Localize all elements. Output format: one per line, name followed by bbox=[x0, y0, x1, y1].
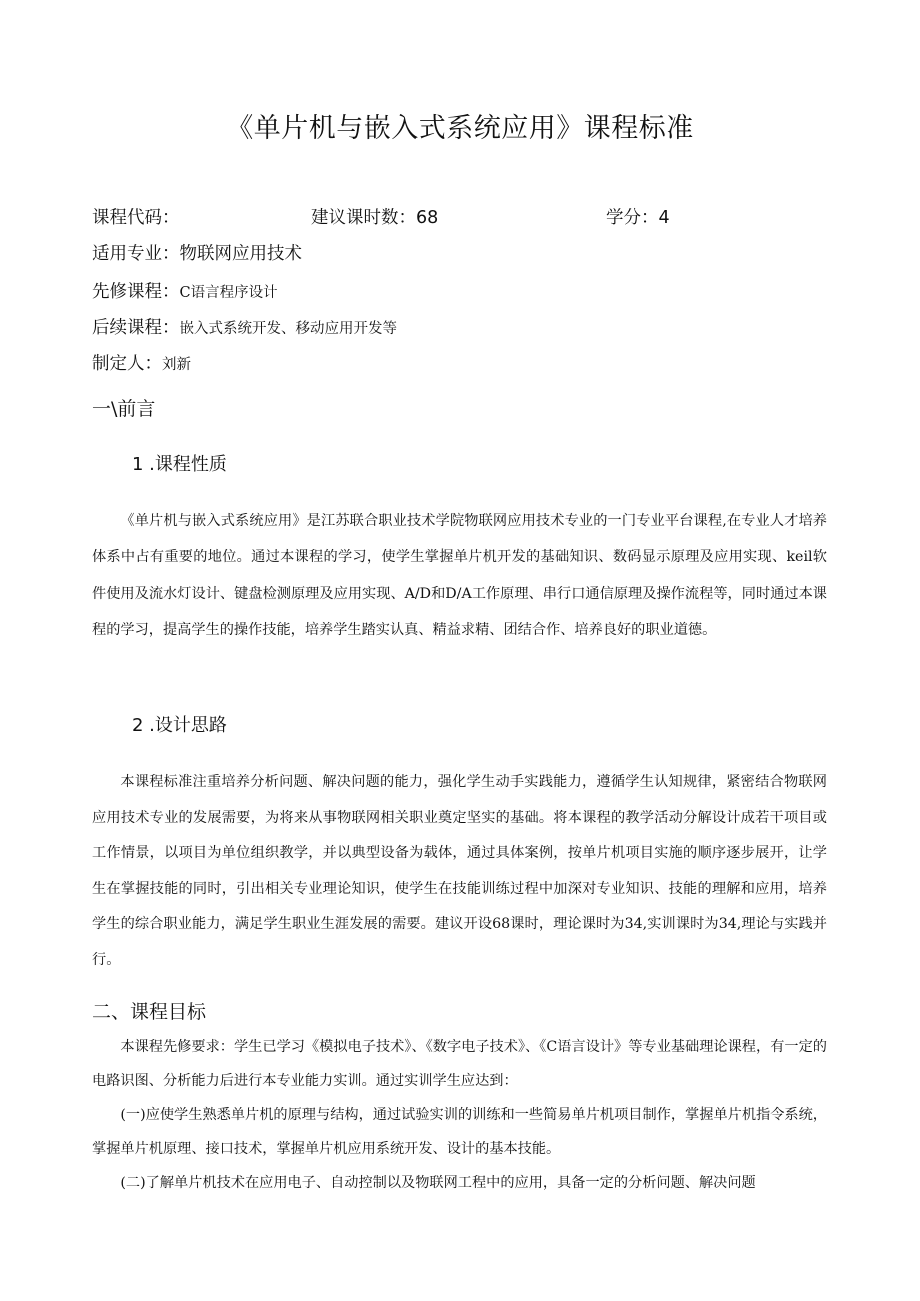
hours-label: 建议课时数： bbox=[311, 208, 416, 228]
section-2-heading: 二、课程目标 bbox=[92, 1001, 207, 1023]
author-value: 刘新 bbox=[162, 357, 191, 373]
hours-row bbox=[311, 204, 438, 229]
followup-value: 嵌入式系统开发、移动应用开发等 bbox=[179, 321, 397, 337]
credits-label: 学分： bbox=[606, 208, 659, 228]
followup-row bbox=[92, 314, 397, 339]
section-2-item-2: (二)了解单片机技术在应用电子、自动控制以及物联网工程中的应用，具备一定的分析问题、解决问题 bbox=[120, 1175, 756, 1191]
prereq-label: 先修课程： bbox=[92, 282, 180, 302]
section-1-1-paragraph: 《单片机与嵌入式系统应用》是江苏联合职业技术学院物联网应用技术专业的一门专业平台课程,在专业人才培养体系中占有重要的地位。通过本课程的学习，使学生掌握单片机开发的基础知识、数码显示原理及应用实现、keil软件使用及流水灯设计、键盘检测原理及应用实现、A/D和D/A工作原理、串行口通信原理及操作流程等，同时通过本课程的学习，提高学生的操作技能，培养学生踏实认真、精益求精、团结合作、培养良好的职业道德。 bbox=[92, 513, 827, 639]
prereq-row bbox=[92, 278, 278, 303]
course-code-row bbox=[92, 204, 180, 229]
section-1-heading: 一\前言 bbox=[92, 398, 156, 420]
hours-value: 68 bbox=[416, 208, 439, 228]
section-2-item-1: (一)应使学生熟悉单片机的原理与结构，通过试验实训的训练和一些简易单片机项目制作，掌握单片机指令系统，掌握单片机原理、接口技术，掌握单片机应用系统开发、设计的基本技能。 bbox=[92, 1107, 827, 1157]
credits-value: 4 bbox=[658, 208, 670, 228]
followup-label: 后续课程： bbox=[92, 318, 180, 338]
prereq-value: C语言程序设计 bbox=[179, 285, 278, 301]
section-1-2-paragraph: 本课程标准注重培养分析问题、解决问题的能力，强化学生动手实践能力，遵循学生认知规律，紧密结合物联网应用技术专业的发展需要，为将来从事物联网相关职业奠定坚实的基础。将本课程的教学活动分解设计成若干项目或工作情景，以项目为单位组织教学，并以典型设备为载体，通过具体案例，按单片机项目实施的顺序逐步展开，让学生在掌握技能的同时，引出相关专业理论知识，使学生在技能训练过程中加深对专业知识、技能的理解和应用，培养学生的综合职业能力，满足学生职业生涯发展的需要。建议开设68课时，理论课时为34,实训课时为34,理论与实践并行。 bbox=[92, 774, 827, 968]
document-title: 《单片机与嵌入式系统应用》课程标准 bbox=[226, 113, 694, 144]
major-row bbox=[92, 240, 302, 265]
major-label: 适用专业： bbox=[92, 244, 180, 264]
credits-row bbox=[606, 204, 670, 229]
major-value: 物联网应用技术 bbox=[179, 244, 302, 264]
section-1-2-heading: 2 .设计思路 bbox=[132, 715, 227, 736]
author-row bbox=[92, 350, 191, 375]
author-label: 制定人： bbox=[92, 354, 162, 374]
section-2-intro: 本课程先修要求：学生已学习《模拟电子技术》、《数字电子技术》、《C语言设计》等专业基础理论课程，有一定的电路识图、分析能力后进行本专业能力实训。通过实训学生应达到： bbox=[92, 1039, 827, 1089]
section-1-1-heading: 1 .课程性质 bbox=[132, 454, 227, 475]
course-code-label: 课程代码： bbox=[92, 208, 180, 228]
